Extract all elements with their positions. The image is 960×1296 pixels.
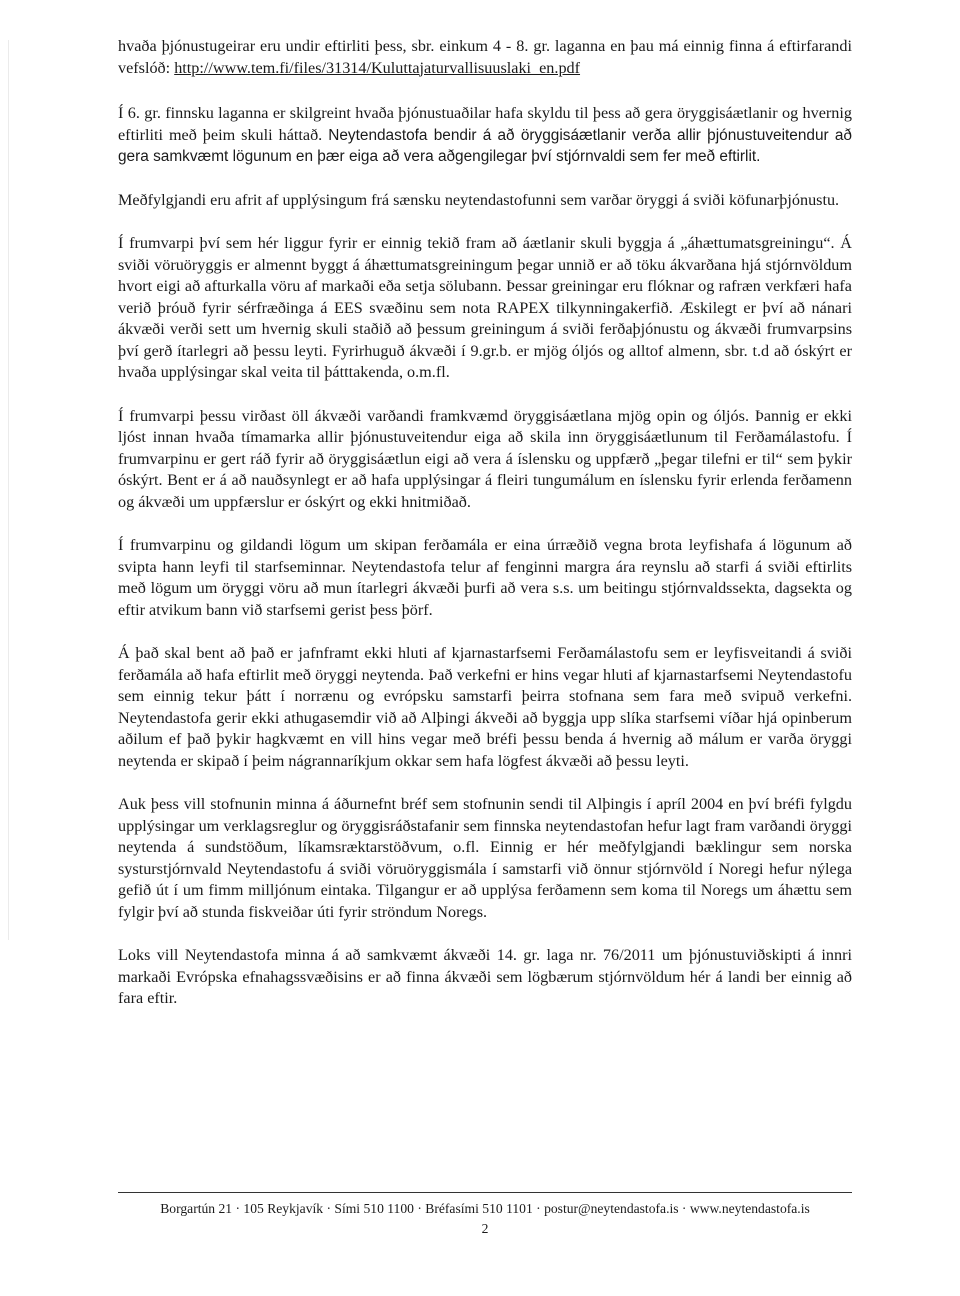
page-number: 2 <box>481 1221 489 1236</box>
paragraph-2-text: Í 6. gr. finnsku laganna er skilgreint hvaða þjónustuaðilar hafa skyldu til þess að gera öryggisáætlanir og hvernig eftirliti með þeim skuli háttað. <box>118 104 852 144</box>
reference-url-link[interactable]: http://www.tem.fi/files/31314/Kuluttajaturvallisuuslaki_en.pdf <box>174 58 581 77</box>
scan-margin-mark <box>8 40 9 940</box>
paragraph-6: Í frumvarpinu og gildandi lögum um skipan ferðamála er eina úrræðið vegna brota leyfishafa á lögunum að svipta hann leyfi til starfseminnar. Neytendastofa telur af fenginni margra ára reynslu að starfi á sviði eftirlits með lögum um öryggi vöru að mun ítarlegri ákvæði þurfi að vera s.s. um beitingu stjórnvaldssekta, dagsekta og eftir atvikum bann við starfsemi gerist þess þörf. <box>118 536 852 619</box>
paragraph-1 <box>118 36 852 79</box>
paragraph-3: Meðfylgjandi eru afrit af upplýsingum frá sænsku neytendastofunni sem varðar öryggi á sviði köfunarþjónustu. <box>118 190 840 209</box>
paragraph-7: Á það skal bent að það er jafnframt ekki hluti af kjarnastarfsemi Ferðamálastofu sem er leyfisveitandi á sviði ferðamála að hafa eftirlit með öryggi neytenda. Það verkefni er hins vegar hluti af kjarnastarfsemi Neytendastofu sem einnig tekur þátt í norrænu og evrópsku samstarfi þeirra stofnana sem fara með svipuð verkefni. Neytendastofa gerir ekki athugasemdir við að Alþingi ákveði að byggja upp slíka starfsemi víðar hjá opinberum aðilum ef það þykir hagkvæmt en vill hins vegar með bréfi þessu benda á hvernig að málum er varða öryggi neytenda er skipað í þeim nágrannaríkjum okkar sem hafa lögfest ákvæði að þessu leyti. <box>118 644 852 770</box>
paragraph-4: Í frumvarpi því sem hér liggur fyrir er einnig tekið fram að áætlanir skuli byggja á „áhættumatsgreiningu“. Á sviði vöruöryggis er almennt byggt á áhættumatsgreiningum þegar unnið er að töku ákvarðana hjá stjórnvöldum hvort eigi að afturkalla vöru af markaði eða setja sölubann. Þessar greiningar eru flóknar og rafræn verkfæri hafa verið þróuð fyrir sérfræðinga á EES svæðinu sem nota RAPEX tilkynningakerfið. Æskilegt er því að nánari ákvæði verði sett um hvernig skuli staðið að þessum greiningum á sviði ferðaþjónustu og ákvæði frumvarpsins því gerð ítarlegri að þessu leyti. Fyrirhuguð ákvæði í 9.gr.b. er mjög óljós og alltof almenn, sbr. t.d að óskýrt er hvaða upplýsingar skal veita til þátttakenda, o.m.fl. <box>118 234 852 381</box>
footer-divider <box>118 1192 852 1193</box>
paragraph-1-text: hvaða þjónustugeirar eru undir eftirliti þess, sbr. einkum 4 - 8. gr. laganna en þau má einnig finna á eftirfarandi vefslóð: <box>118 37 852 77</box>
paragraph-9: Loks vill Neytendastofa minna á að samkvæmt ákvæði 14. gr. laga nr. 76/2011 um þjónustuviðskipti á innri markaði Evrópska efnahagssvæðisins er að finna ákvæði sem lögbærum stjórnvöldum hér á landi ber einnig að fara eftir. <box>118 946 852 1007</box>
letter-body <box>118 36 852 1032</box>
paragraph-2-typed-text: Neytendastofa bendir á að öryggisáætlanir verða allir þjónustuveitendur að gera samkvæmt lögunum en þær eiga að vera aðgengilegar því stjórnvaldi sem fer með eftirlit. <box>118 126 852 165</box>
paragraph-5: Í frumvarpi þessu virðast öll ákvæði varðandi framkvæmd öryggisáætlana mjög opin og óljós. Þannig er ekki ljóst innan hvaða tímamarka allir þjónustuveitendur eiga að skila inn öryggisáætlunum til Ferðamálastofu. Í frumvarpinu er gert ráð fyrir að öryggisáætlun eigi að vera á íslensku og uppfærð „þegar tilefni er til“ sem þykir óskýrt. Bent er á að nauðsynlegt er að hafa upplýsingar á fleiri tungumálum en íslensku fyrir erlenda ferðamenn og ákvæði um uppfærslur er óskýrt og ekki hnitmiðað. <box>118 406 852 511</box>
paragraph-2 <box>118 103 852 168</box>
footer-contact: Borgartún 21 · 105 Reykjavík · Sími 510 1100 · Bréfasími 510 1101 · postur@neytendastofa.is · www.neytendastofa.is <box>160 1201 810 1216</box>
paragraph-8: Auk þess vill stofnunin minna á áðurnefnt bréf sem stofnunin sendi til Alþingis í apríl 2004 en því bréfi fylgdu upplýsingar um verklagsreglur og öryggisráðstafanir sem finnska neytendastofan hefur lagt fram varðandi öryggi neytenda á sundstöðum, líkamsræktarstöðvum, o.fl. Einnig er hér meðfylgjandi bæklingur sem norska systurstjórnvald Neytendastofu á sviði vöruöryggismála í samstarfi við önnur stjórnvöld í Noregi hefur nýlega gefið út í um fimm milljónum eintaka. Tilgangur er að upplýsa ferðamenn sem koma til Noregs um áhættu sem fylgir því að stunda fiskveiðar úti fyrir ströndum Noregs. <box>118 795 852 921</box>
